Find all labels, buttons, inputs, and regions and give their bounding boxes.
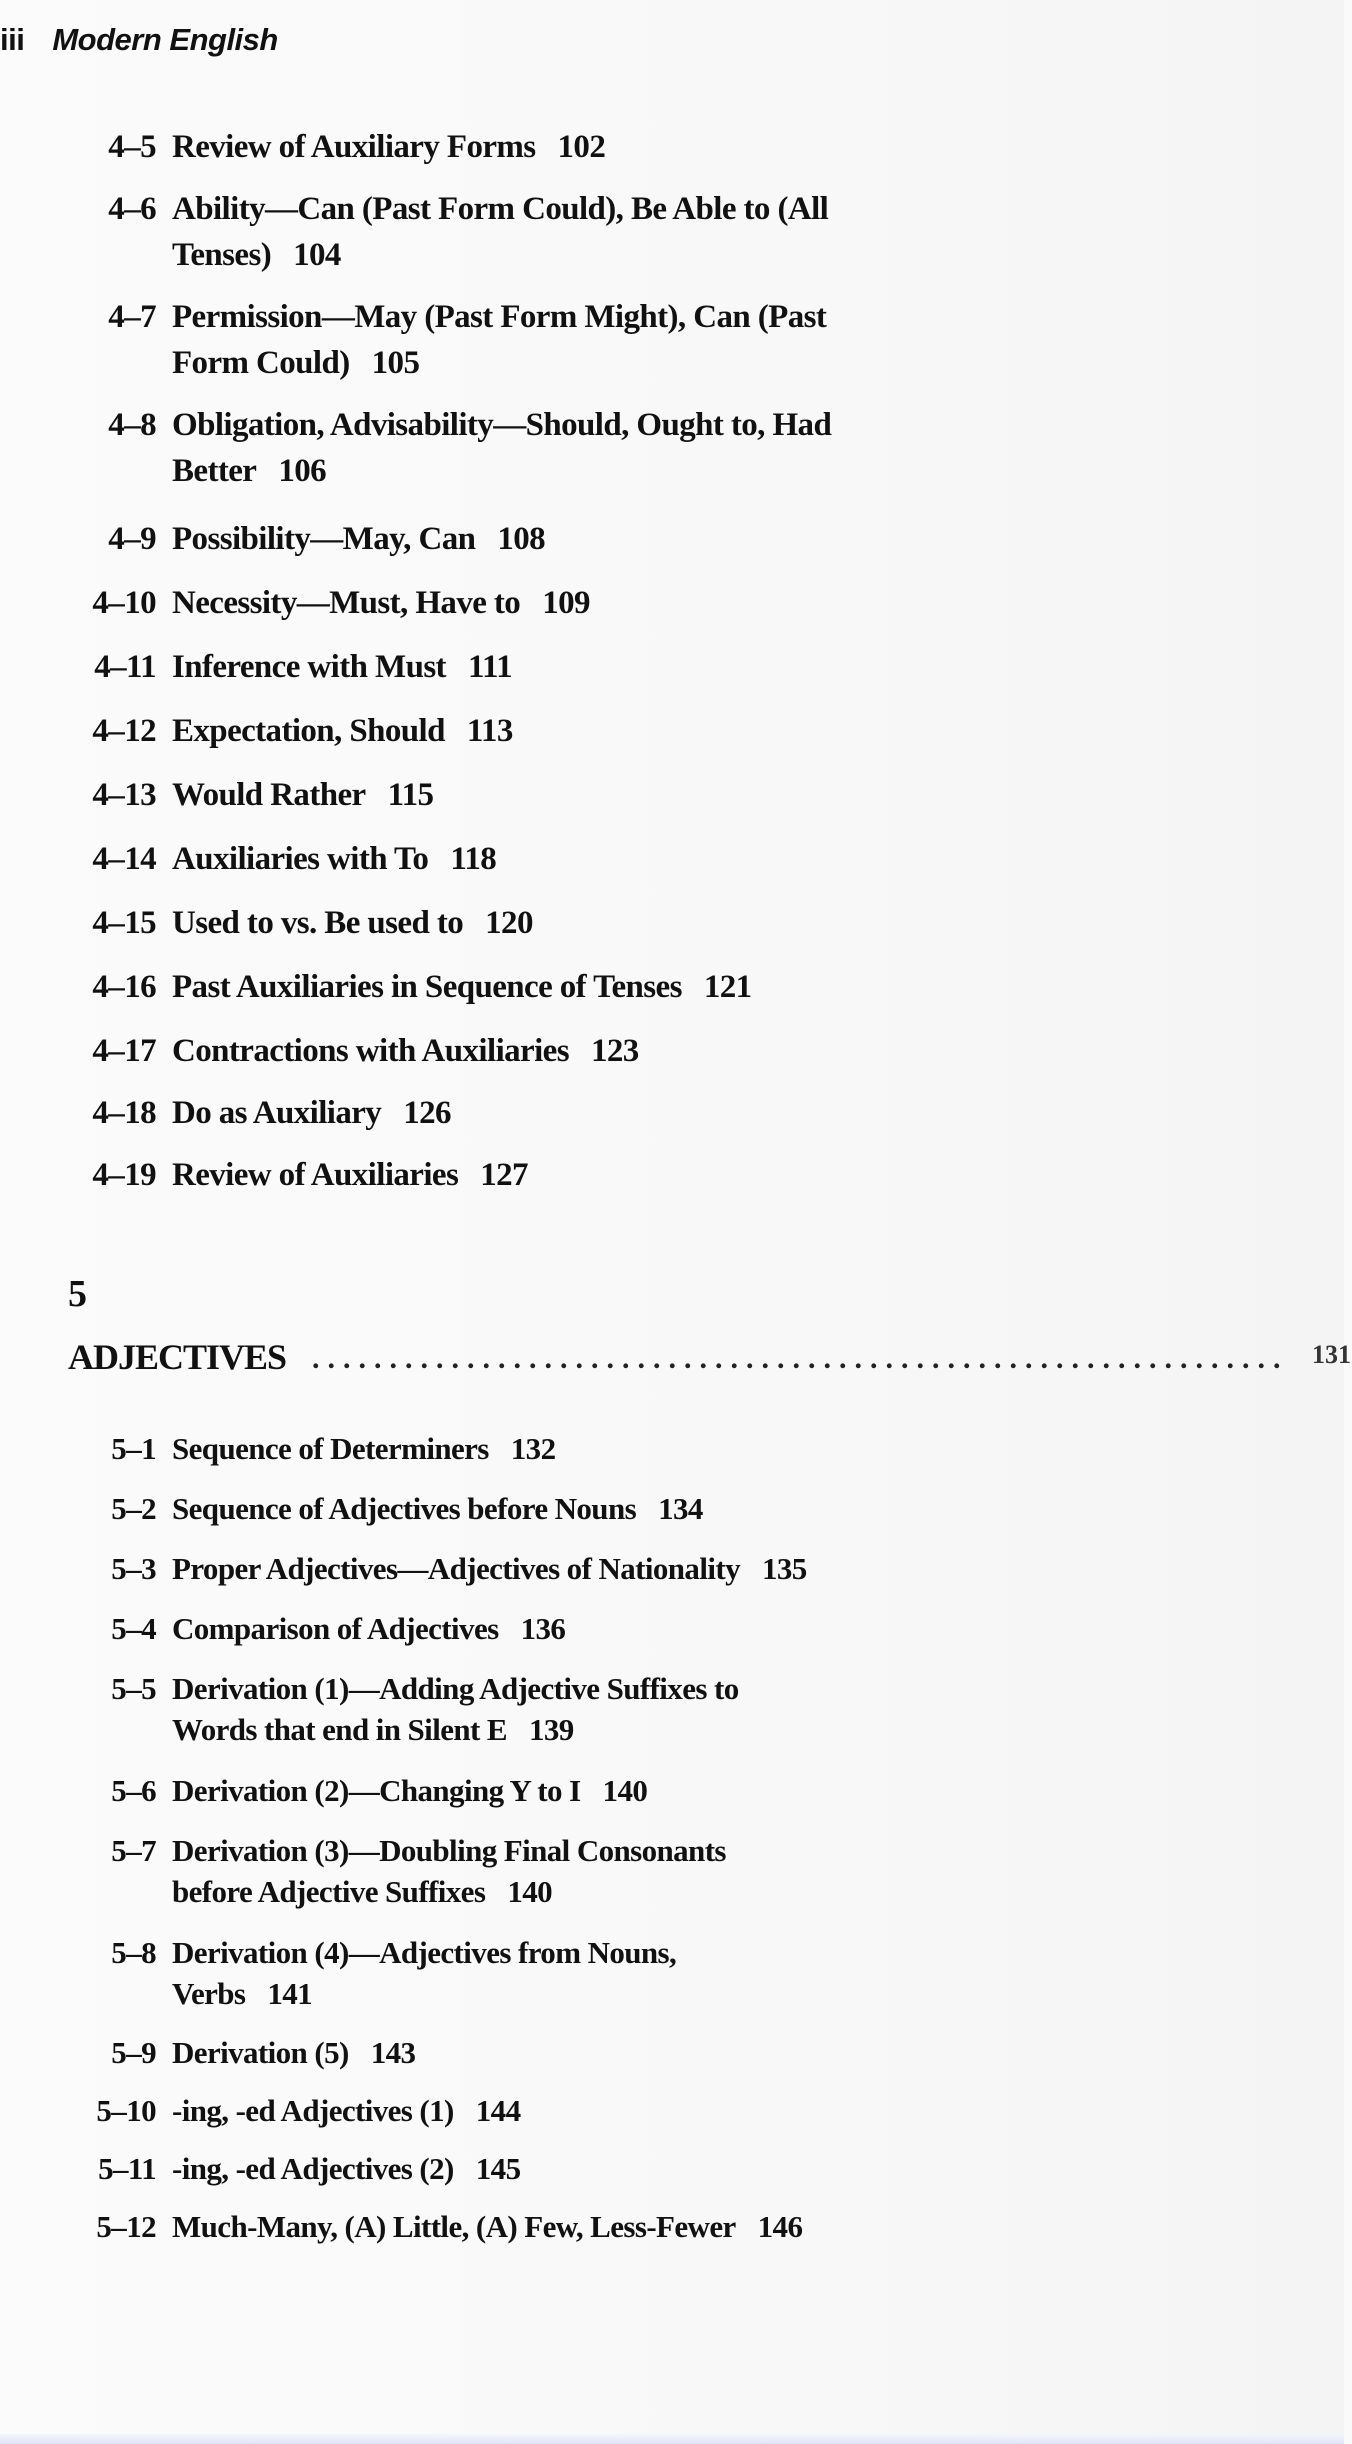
entry-page: 144 [475,2093,521,2128]
header-book-title: Modern English [52,22,278,57]
entry-title: Sequence of Adjectives before Nouns [172,1491,637,1526]
entry-number: 4–15 [92,905,156,941]
entry-title: -ing, -ed Adjectives (1) [172,2093,454,2128]
entry-title: Derivation (1)—Adding Adjective Suffixes to Words that end in Silent E [172,1671,739,1747]
entry-title: Permission—May (Past Form Might), Can (Past Form Could) [172,299,827,381]
entry-title: Derivation (5) [172,2035,349,2070]
entry-title: Possibility—May, Can [172,521,476,557]
entry-title: Comparison of Adjectives [172,1611,499,1646]
entry-title: Proper Adjectives—Adjectives of Nationality [172,1551,740,1586]
entry-page: 115 [387,777,434,813]
entry-title: Contractions with Auxiliaries [172,1033,569,1069]
entry-number: 4–14 [92,841,156,877]
entry-page: 139 [528,1712,574,1747]
entry-number: 4–13 [92,777,156,813]
entry-title: Past Auxiliaries in Sequence of Tenses [172,969,682,1005]
entry-number: 4–9 [108,521,156,557]
entry-page: 143 [370,2035,416,2070]
entry-page: 126 [403,1095,451,1131]
entry-page: 140 [602,1773,648,1808]
entry-number: 4–19 [92,1157,156,1193]
entry-number: 5–8 [111,1935,156,1970]
entry-number: 4–8 [108,407,156,443]
chapter-page-number: 131 [1312,1340,1351,1369]
entry-page: 146 [757,2209,803,2244]
entry-title: Auxiliaries with To [172,841,429,877]
entry-number: 5–7 [111,1833,156,1868]
entry-page: 113 [466,713,513,749]
entry-title: Ability—Can (Past Form Could), Be Able to (All Tenses) [172,191,829,273]
entry-title: Much-Many, (A) Little, (A) Few, Less-Fewer [172,2209,736,2244]
entry-page: 102 [557,129,606,165]
chapter-title: ADJECTIVES [68,1337,287,1377]
entry-title: Sequence of Determiners [172,1431,489,1466]
entry-number: 5–11 [98,2151,156,2186]
entry-page: 104 [293,237,341,273]
entry-number: 5–3 [111,1551,156,1586]
entry-page: 121 [703,969,752,1005]
entry-page: 134 [658,1491,703,1526]
entry-page: 141 [267,1976,313,2011]
entry-page: 120 [485,905,533,941]
entry-title: Used to vs. Be used to [172,905,464,941]
entry-number: 4–12 [92,713,156,749]
entry-title: Necessity—Must, Have to [172,585,521,621]
entry-number: 4–10 [92,585,156,621]
entry-title: Derivation (4)—Adjectives from Nouns, Verbs [172,1935,677,2011]
entry-number: 4–5 [108,129,156,165]
entry-title: Would Rather [172,777,366,813]
entry-title: Inference with Must [172,649,446,685]
entry-page: 111 [467,649,513,685]
entry-number: 5–4 [111,1611,156,1646]
entry-number: 4–16 [92,969,156,1005]
entry-title: -ing, -ed Adjectives (2) [172,2151,454,2186]
entry-number: 5–9 [111,2035,156,2070]
entry-number: 4–7 [108,299,156,335]
entry-number: 4–6 [108,191,156,227]
entry-page: 145 [475,2151,521,2186]
entry-number: 5–6 [111,1773,156,1808]
chapter-number: 5 [68,1273,87,1315]
entry-title: Review of Auxiliary Forms [172,129,536,165]
entry-page: 135 [761,1551,807,1586]
entry-number: 4–17 [92,1033,156,1069]
entry-title: Review of Auxiliaries [172,1157,459,1193]
entry-page: 118 [450,841,497,877]
entry-number: 5–1 [111,1431,156,1466]
entry-page: 123 [590,1033,639,1069]
entry-title: Obligation, Advisability—Should, Ought to, Had Better [172,407,832,489]
entry-page: 127 [480,1157,528,1193]
entry-title: Expectation, Should [172,713,445,749]
entry-number: 5–2 [111,1491,156,1526]
entry-number: 4–11 [94,649,156,685]
entry-page: 106 [278,453,327,489]
entry-title: Derivation (2)—Changing Y to I [172,1773,581,1808]
entry-page: 132 [510,1431,556,1466]
entry-number: 5–10 [96,2093,156,2128]
dot-leader: ............................................................... [312,1342,1289,1375]
entry-title: Do as Auxiliary [172,1095,382,1131]
entry-page: 108 [497,521,546,557]
page-bottom-edge [0,2434,1344,2444]
entry-page: 109 [542,585,590,621]
entry-number: 5–5 [111,1671,156,1706]
entry-page: 136 [520,1611,566,1646]
entry-number: 4–18 [92,1095,156,1131]
header-page-number: iii [0,22,25,57]
entry-page: 140 [507,1874,553,1909]
running-header [0,22,278,58]
entry-page: 105 [371,345,420,381]
entry-number: 5–12 [96,2209,156,2244]
entry-title: Derivation (3)—Doubling Final Consonants before Adjective Suffixes [172,1833,726,1909]
